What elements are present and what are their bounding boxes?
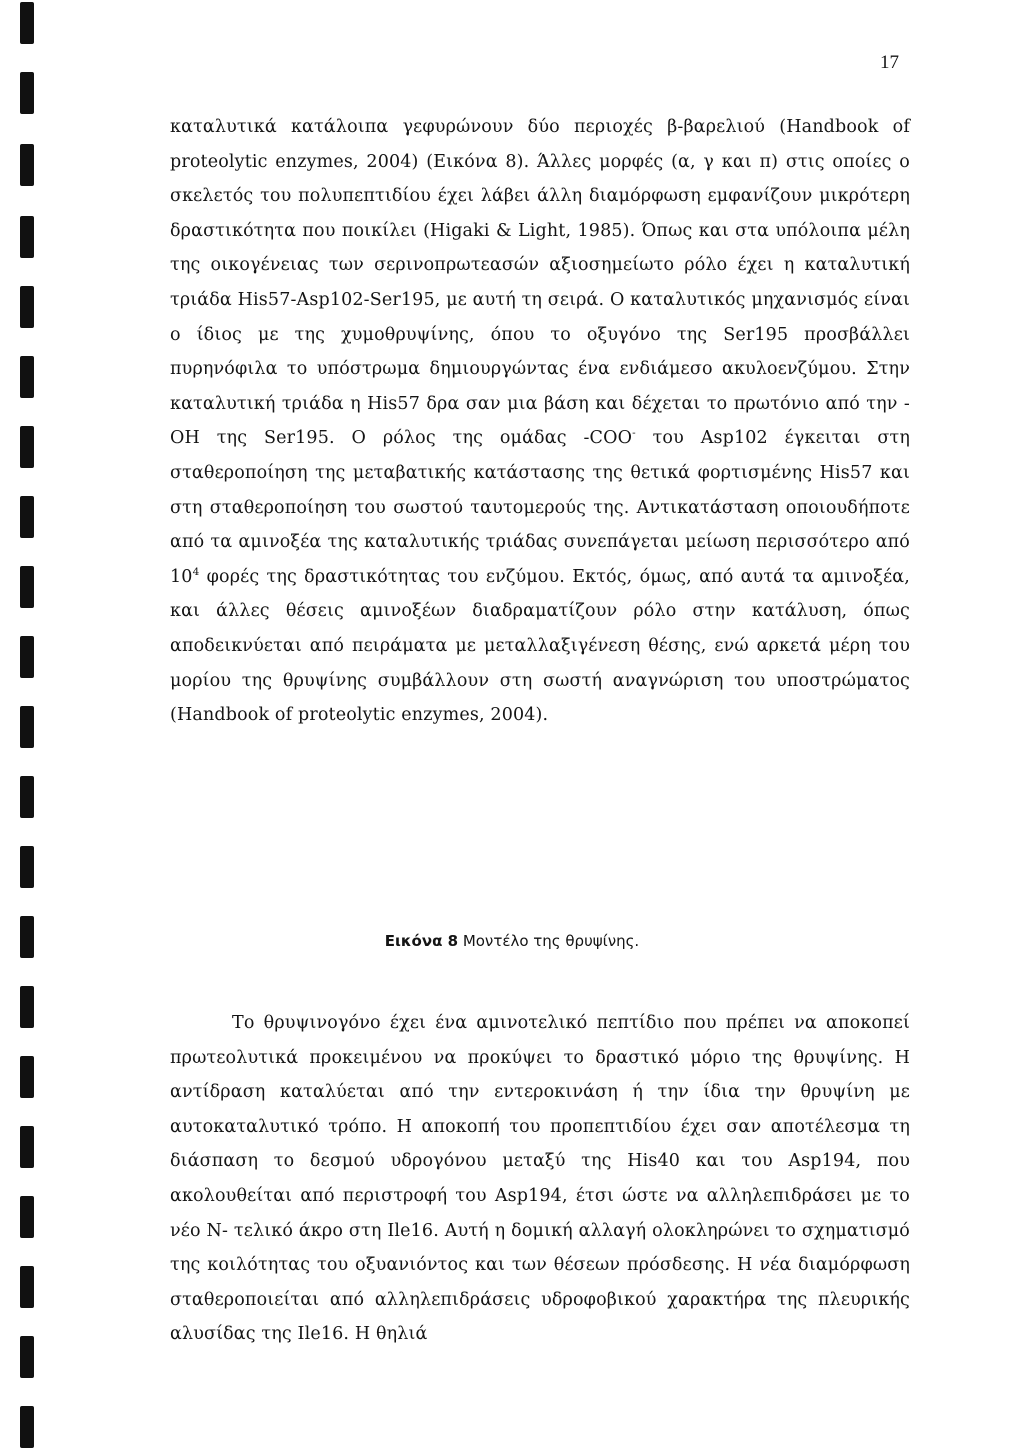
binding-mark	[20, 286, 34, 328]
binding-mark	[20, 496, 34, 538]
binding-mark	[20, 846, 34, 888]
binding-mark	[20, 566, 34, 608]
paragraph-text-part: καταλυτικά κατάλοιπα γεφυρώνουν δύο περιοχές β-βαρελιού (Handbook of proteolytic enzymes, 2004) (Εικόνα 8). Άλλες μορφές (α, γ και π) στις οποίες ο σκελετός του πολυπεπτιδίου έχει λάβει άλλη διαμόρφωση εμφανίζουν μικρότερη δραστικότητα που ποικίλει (Higaki & Light, 1985). Όπως και στα υπόλοιπα μέλη της οικογένειας των σερινοπρωτεασών αξιοσημείωτο ρόλο έχει η καταλυτική τριάδα His57-Asp102-Ser195, με αυτή τη σειρά. Ο καταλυτικός μηχανισμός είναι ο ίδιος με της χυμοθρυψίνης, όπου το οξυγόνο της Ser195 προσβάλλει πυρηνόφιλα το υπόστρωμα δημιουργώντας ένα ενδιάμεσο ακυλοενζύμου. Στην καταλυτική τριάδα η His57 δρα σαν μια βάση και δέχεται το πρωτόνιο από την -OH της Ser195. Ο ρόλος της ομάδας -COO	[170, 117, 910, 449]
figure-caption-label: Εικόνα 8	[384, 932, 459, 950]
binding-mark	[20, 144, 34, 186]
superscript: -	[632, 427, 636, 440]
figure-caption-text: Μοντέλο της θρυψίνης.	[458, 932, 640, 950]
binding-mark	[20, 2, 34, 44]
body-paragraph-2	[170, 1006, 910, 1352]
binding-mark	[20, 636, 34, 678]
binding-mark	[20, 706, 34, 748]
binding-mark	[20, 776, 34, 818]
page-number: 17	[880, 52, 899, 73]
binding-mark	[20, 72, 34, 114]
binding-mark	[20, 1196, 34, 1238]
binding-mark	[20, 356, 34, 398]
binding-mark	[20, 1406, 34, 1448]
figure-caption	[0, 932, 1024, 950]
binding-mark	[20, 1336, 34, 1378]
binding-mark	[20, 1266, 34, 1308]
body-paragraph-1	[170, 110, 910, 733]
binding-mark	[20, 1056, 34, 1098]
binding-marks	[20, 0, 34, 1454]
binding-mark	[20, 426, 34, 468]
binding-mark	[20, 216, 34, 258]
binding-mark	[20, 1126, 34, 1168]
paragraph-text	[170, 110, 910, 733]
paragraph-text-part: φορές της δραστικότητας του ενζύμου. Εκτός, όμως, από αυτά τα αμινοξέα, και άλλες θέσεις αμινοξέων διαδραματίζουν ρόλο στην κατάλυση, όπως αποδεικνύεται από πειράματα με μεταλλαξιγένεση θέσης, ενώ αρκετά μέρη του μορίου της θρυψίνης συμβάλλουν στη σωστή αναγνώριση του υποστρώματος (Handbook of proteolytic enzymes, 2004).	[170, 566, 910, 726]
paragraph-text-part: του Asp102 έγκειται στη σταθεροποίηση της μεταβατικής κατάστασης της θετικά φορτισμένης His57 και στη σταθεροποίηση του σωστού ταυτομερούς της. Αντικατάσταση οποιουδήποτε από τα αμινοξέα της καταλυτικής τριάδας συνεπάγεται μείωση περισσότερο από 10	[170, 428, 910, 587]
paragraph-text: Το θρυψινογόνο έχει ένα αμινοτελικό πεπτίδιο που πρέπει να αποκοπεί πρωτεολυτικά προκειμένου να προκύψει το δραστικό μόριο της θρυψίνης. Η αντίδραση καταλύεται από την εντεροκινάση ή την ίδια την θρυψίνη με αυτοκαταλυτικό τρόπο. Η αποκοπή του προπεπτιδίου έχει σαν αποτέλεσμα τη διάσπαση το δεσμού υδρογόνου μεταξύ της His40 και του Asp194, που ακολουθείται από περιστροφή του Asp194, έτσι ώστε να αλληλεπιδράσει με το νέο N- τελικό άκρο στη Ile16. Αυτή η δομική αλλαγή ολοκληρώνει το σχηματισμό της κοιλότητας του οξυανιόντος και των θέσεων πρόσδεσης. Η νέα διαμόρφωση σταθεροποιείται από αλληλεπιδράσεις υδροφοβικού χαρακτήρα της πλευρικής αλυσίδας της Ile16. Η θηλιά	[170, 1013, 910, 1345]
superscript: 4	[192, 565, 200, 578]
binding-mark	[20, 986, 34, 1028]
